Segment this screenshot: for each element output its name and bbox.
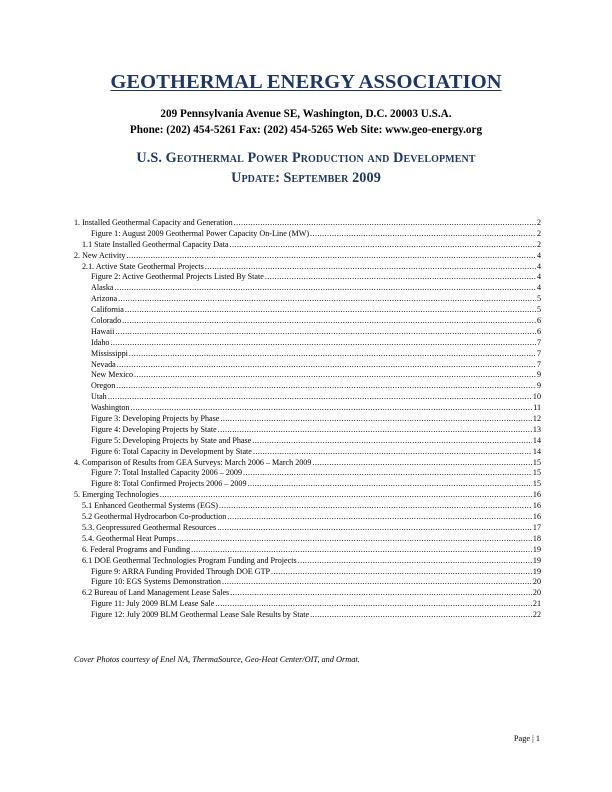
toc-dot-leader: [115, 327, 536, 338]
toc-entry[interactable]: [74, 392, 541, 403]
toc-dot-leader: [218, 425, 532, 436]
toc-entry[interactable]: [74, 458, 541, 469]
toc-entry-page: 4: [536, 261, 541, 271]
toc-entry[interactable]: [74, 425, 541, 436]
toc-dot-leader: [110, 338, 536, 349]
toc-entry-page: 19: [532, 555, 541, 565]
toc-entry-page: 17: [532, 522, 541, 532]
toc-entry-page: 12: [532, 414, 541, 424]
toc-entry[interactable]: [74, 490, 541, 501]
toc-entry[interactable]: [74, 545, 541, 556]
toc-entry-title: 6.1 DOE Geothermal Technologies Program Funding and Projects: [82, 555, 297, 565]
toc-entry-page: 19: [532, 566, 541, 576]
toc-dot-leader: [252, 436, 532, 447]
cover-photo-credit: Cover Photos courtesy of Enel NA, ThermaSource, Geo-Heat Center/OIT, and Ormat.: [74, 655, 360, 664]
toc-entry-title: 4. Comparison of Results from GEA Surveys: March 2006 – March 2009: [74, 457, 312, 467]
toc-entry[interactable]: [74, 305, 541, 316]
toc-entry-title: Washington: [91, 403, 130, 413]
toc-dot-leader: [118, 294, 536, 305]
toc-dot-leader: [117, 360, 536, 371]
toc-entry-title: 2. New Activity: [74, 250, 126, 260]
toc-entry-page: 16: [532, 501, 541, 511]
toc-entry[interactable]: [74, 360, 541, 371]
toc-entry-page: 15: [532, 457, 541, 467]
toc-entry-page: 14: [532, 446, 541, 456]
toc-entry-title: Figure 12: July 2009 BLM Geothermal Lease Sale Results by State: [91, 610, 310, 620]
toc-dot-leader: [130, 403, 532, 414]
toc-entry-page: 6: [536, 316, 541, 326]
toc-entry-title: Colorado: [91, 316, 122, 326]
toc-dot-leader: [215, 599, 532, 610]
toc-dot-leader: [217, 523, 532, 534]
toc-entry-page: 20: [532, 588, 541, 598]
toc-entry[interactable]: [74, 534, 541, 545]
toc-entry[interactable]: [74, 283, 541, 294]
toc-entry-title: 6.2 Bureau of Land Management Lease Sales: [82, 588, 230, 598]
toc-entry[interactable]: [74, 512, 541, 523]
toc-entry[interactable]: [74, 338, 541, 349]
toc-entry-page: 4: [536, 283, 541, 293]
toc-entry-title: 2.1. Active State Geothermal Projects: [82, 261, 204, 271]
toc-entry-title: Figure 3: Developing Projects by Phase: [91, 414, 220, 424]
toc-entry-page: 2: [536, 218, 541, 227]
toc-entry-page: 15: [532, 468, 541, 478]
toc-entry[interactable]: [74, 501, 541, 512]
toc-entry-page: 19: [532, 544, 541, 554]
toc-dot-leader: [125, 305, 536, 316]
toc-dot-leader: [219, 501, 532, 512]
toc-entry[interactable]: [74, 610, 541, 621]
toc-dot-leader: [114, 283, 535, 294]
toc-entry[interactable]: [74, 229, 541, 240]
toc-entry-page: 6: [536, 326, 541, 336]
toc-entry-title: Figure 10: EGS Systems Demonstration: [91, 577, 221, 587]
toc-entry-title: 6. Federal Programs and Funding: [82, 544, 191, 554]
toc-dot-leader: [129, 349, 536, 360]
toc-entry-title: 1. Installed Geothermal Capacity and Generation: [74, 218, 233, 227]
toc-dot-leader: [134, 370, 536, 381]
toc-dot-leader: [191, 545, 532, 556]
toc-entry[interactable]: [74, 272, 541, 283]
toc-entry-page: 21: [532, 599, 541, 609]
toc-dot-leader: [271, 567, 532, 578]
toc-entry[interactable]: [74, 251, 541, 262]
toc-entry-title: 5.3. Geopressured Geothermal Resources: [82, 522, 217, 532]
toc-entry-title: California: [91, 305, 124, 315]
toc-entry-page: 5: [536, 294, 541, 304]
toc-entry-title: Figure 6: Total Capacity in Development by State: [91, 446, 252, 456]
toc-entry-title: Figure 2: Active Geothermal Projects Listed By State: [91, 272, 264, 282]
toc-dot-leader: [126, 251, 535, 262]
toc-dot-leader: [205, 262, 536, 273]
toc-dot-leader: [227, 512, 532, 523]
toc-entry-page: 9: [536, 381, 541, 391]
toc-dot-leader: [122, 316, 536, 327]
toc-dot-leader: [312, 458, 532, 469]
toc-entry[interactable]: [74, 436, 541, 447]
toc-entry-page: 14: [532, 435, 541, 445]
toc-entry-title: Alaska: [91, 283, 114, 293]
toc-entry[interactable]: [74, 327, 541, 338]
toc-dot-leader: [243, 468, 532, 479]
toc-dot-leader: [265, 272, 536, 283]
toc-entry-page: 11: [533, 403, 541, 413]
toc-entry[interactable]: [74, 240, 541, 251]
toc-entry-page: 4: [536, 272, 541, 282]
toc-entry-page: 13: [532, 424, 541, 434]
toc-dot-leader: [230, 240, 536, 251]
toc-dot-leader: [116, 381, 536, 392]
toc-entry[interactable]: [74, 294, 541, 305]
organization-name: GEOTHERMAL ENERGY ASSOCIATION: [110, 71, 502, 93]
toc-entry-title: 5.2 Geothermal Hydrocarbon Co-production: [82, 512, 227, 522]
toc-entry-title: Figure 7: Total Installed Capacity 2006 – 2009: [91, 468, 243, 478]
toc-dot-leader: [253, 447, 532, 458]
toc-dot-leader: [298, 556, 532, 567]
toc-entry-page: 2: [536, 228, 541, 238]
toc-entry[interactable]: [74, 468, 541, 479]
toc-entry-title: 1.1 State Installed Geothermal Capacity Data: [82, 239, 229, 249]
contact-line: Phone: (202) 454-5261 Fax: (202) 454-5265 Web Site: www.geo-energy.org: [129, 124, 483, 136]
toc-entry[interactable]: [74, 447, 541, 458]
toc-entry[interactable]: [74, 479, 541, 490]
toc-entry[interactable]: [74, 218, 541, 229]
table-of-contents: [74, 218, 541, 621]
toc-dot-leader: [248, 479, 532, 490]
toc-entry-page: 4: [536, 250, 541, 260]
toc-dot-leader: [310, 229, 536, 240]
toc-entry[interactable]: [74, 370, 541, 381]
toc-entry-page: 16: [532, 490, 541, 500]
toc-entry-page: 22: [532, 610, 541, 620]
toc-entry-title: Nevada: [91, 359, 116, 369]
toc-entry[interactable]: [74, 556, 541, 567]
toc-entry-title: Figure 9: ARRA Funding Provided Through DOE GTP: [91, 566, 271, 576]
toc-dot-leader: [108, 392, 532, 403]
toc-entry[interactable]: [74, 381, 541, 392]
toc-entry-title: Arizona: [91, 294, 118, 304]
toc-entry-title: New Mexico: [91, 370, 134, 380]
toc-entry-page: 7: [536, 348, 541, 358]
toc-entry[interactable]: [74, 577, 541, 588]
toc-entry-page: 7: [536, 359, 541, 369]
toc-entry-title: Figure 1: August 2009 Geothermal Power Capacity On-Line (MW): [91, 228, 310, 238]
toc-entry-title: Figure 11: July 2009 BLM Lease Sale: [91, 599, 215, 609]
toc-entry-title: Mississippi: [91, 348, 128, 358]
toc-entry[interactable]: [74, 316, 541, 327]
toc-entry-title: 5.1 Enhanced Geothermal Systems (EGS): [82, 501, 218, 511]
toc-dot-leader: [310, 610, 532, 621]
toc-entry-page: 9: [536, 370, 541, 380]
toc-dot-leader: [177, 534, 532, 545]
toc-entry-title: Hawaii: [91, 326, 115, 336]
toc-entry-title: 5.4. Geothermal Heat Pumps: [82, 533, 176, 543]
toc-entry-title: Figure 8: Total Confirmed Projects 2006 – 2009: [91, 479, 247, 489]
toc-entry[interactable]: [74, 588, 541, 599]
toc-entry-title: Oregon: [91, 381, 116, 391]
toc-entry-page: 5: [536, 305, 541, 315]
toc-entry-title: 5. Emerging Technologies: [74, 490, 159, 500]
toc-entry-page: 15: [532, 479, 541, 489]
toc-entry-page: 10: [532, 392, 541, 402]
toc-entry[interactable]: [74, 262, 541, 273]
toc-dot-leader: [220, 414, 532, 425]
toc-entry[interactable]: [74, 523, 541, 534]
toc-entry-page: 16: [532, 512, 541, 522]
toc-entry-title: Utah: [91, 392, 107, 402]
toc-entry-page: 20: [532, 577, 541, 587]
address-line: 209 Pennsylvania Avenue SE, Washington, D.C. 20003 U.S.A.: [160, 108, 452, 120]
toc-entry-title: Figure 5: Developing Projects by State and Phase: [91, 435, 252, 445]
toc-dot-leader: [234, 218, 536, 229]
toc-entry[interactable]: [74, 403, 541, 414]
toc-dot-leader: [222, 577, 532, 588]
document-title-line-2: Update: September 2009: [231, 170, 381, 186]
toc-entry[interactable]: [74, 599, 541, 610]
document-title-line-1: U.S. Geothermal Power Production and Development: [136, 150, 476, 166]
toc-entry[interactable]: [74, 349, 541, 360]
toc-entry-title: Idaho: [91, 337, 110, 347]
toc-entry-page: 2: [536, 239, 541, 249]
toc-entry-page: 7: [536, 337, 541, 347]
toc-dot-leader: [230, 588, 532, 599]
toc-entry-title: Figure 4: Developing Projects by State: [91, 424, 217, 434]
page-number: Page | 1: [513, 734, 540, 743]
toc-entry-page: 18: [532, 533, 541, 543]
toc-dot-leader: [160, 490, 532, 501]
toc-entry[interactable]: [74, 414, 541, 425]
toc-entry[interactable]: [74, 567, 541, 578]
